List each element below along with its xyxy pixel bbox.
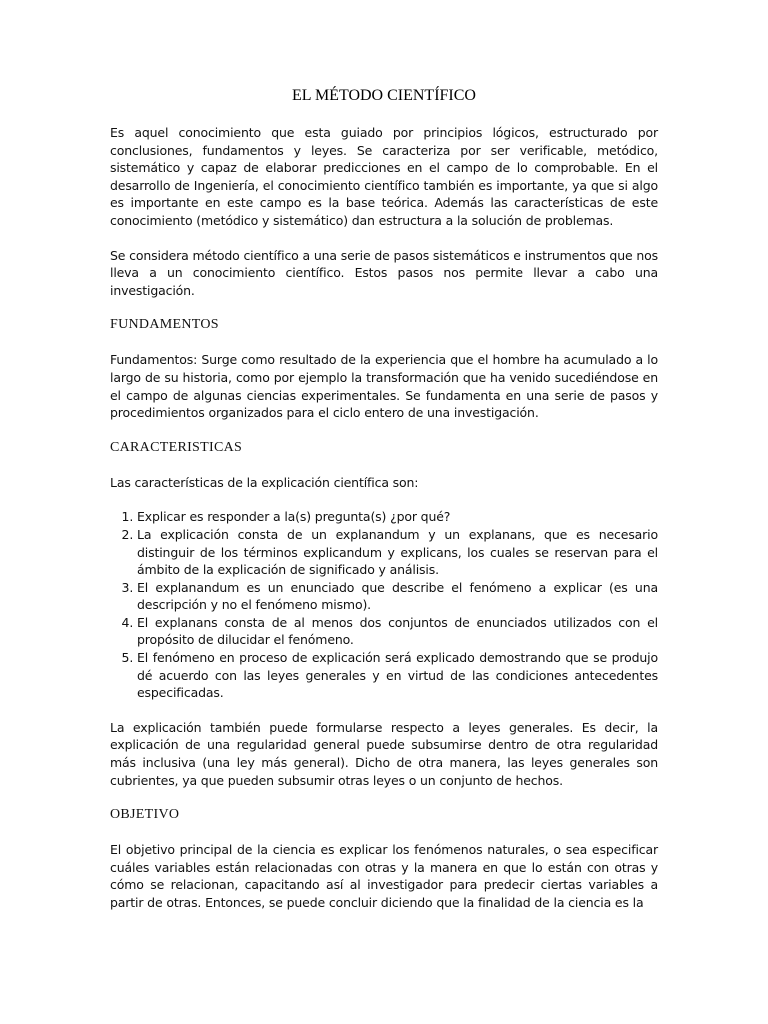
list-item: 4. El explanans consta de al menos dos conjuntos de enunciados utilizados con el propósito de dilucidar el fenómeno. xyxy=(137,614,658,649)
caracteristicas-lead: Las características de la explicación científica son: xyxy=(110,474,419,490)
list-item: 3. El explanandum es un enunciado que describe el fenómeno a explicar (es una descripción y no el fenómeno mismo). xyxy=(137,579,658,614)
list-item: 1. Explicar es responder a la(s) pregunta(s) ¿por qué? xyxy=(137,508,658,526)
caracteristicas-list xyxy=(110,508,658,702)
intro-paragraph-2: Se considera método científico a una serie de pasos sistemáticos e instrumentos que nos lleva a un conocimiento científico. Estos pasos nos permite llevar a cabo una investigación. xyxy=(110,247,658,298)
intro-paragraph-1: Es aquel conocimiento que esta guiado por principios lógicos, estructurado por conclusiones, fundamentos y leyes. Se caracteriza por ser verificable, metódico, sistemático y capaz de elaborar predicciones en el campo de lo comprobable. En el desarrollo de Ingeniería, el conocimiento científico también es importante, ya que si algo es importante en este campo es la base teórica. Además las características de este conocimiento (metódico y sistemático) dan estructura a la solución de problemas. xyxy=(110,125,658,228)
objetivo-paragraph: El objetivo principal de la ciencia es explicar los fenómenos naturales, o sea especificar cuáles variables están relacionadas con otras y la manera en que lo están con otras y cómo se relacionan, capacitando así al investigador para predecir ciertas variables a partir de otras. Entonces, se puede concluir diciendo que la finalidad de la ciencia es la xyxy=(110,842,658,910)
document-title: EL MÉTODO CIENTÍFICO xyxy=(292,87,476,104)
list-item: 5. El fenómeno en proceso de explicación será explicado demostrando que se produjo dé acuerdo con las leyes generales y en virtud de las condiciones antecedentes especificadas. xyxy=(137,649,658,702)
document-page xyxy=(110,86,658,912)
caracteristicas-closing-paragraph: La explicación también puede formularse respecto a leyes generales. Es decir, la explicación de una regularidad general puede subsumirse dentro de otra regularidad más inclusiva (una ley más general). Dicho de otra manera, las leyes generales son cubrientes, ya que pueden subsumir otras leyes o un conjunto de hechos. xyxy=(110,719,658,788)
fundamentos-paragraph: Fundamentos: Surge como resultado de la experiencia que el hombre ha acumulado a lo largo de su historia, como por ejemplo la transformación que ha venido sucediéndose en el campo de algunas ciencias experimentales. Se fundamenta en una serie de pasos y procedimientos organizados para el ciclo entero de una investigación. xyxy=(110,352,658,421)
section-heading-caracteristicas: CARACTERISTICAS xyxy=(110,439,243,455)
section-heading-objetivo: OBJETIVO xyxy=(110,807,180,823)
section-heading-fundamentos: FUNDAMENTOS xyxy=(110,317,219,333)
list-item: 2. La explicación consta de un explanandum y un explanans, que es necesario distinguir de los términos explicandum y explicans, los cuales se reservan para el ámbito de la explicación de significado y análisis. xyxy=(137,526,658,579)
